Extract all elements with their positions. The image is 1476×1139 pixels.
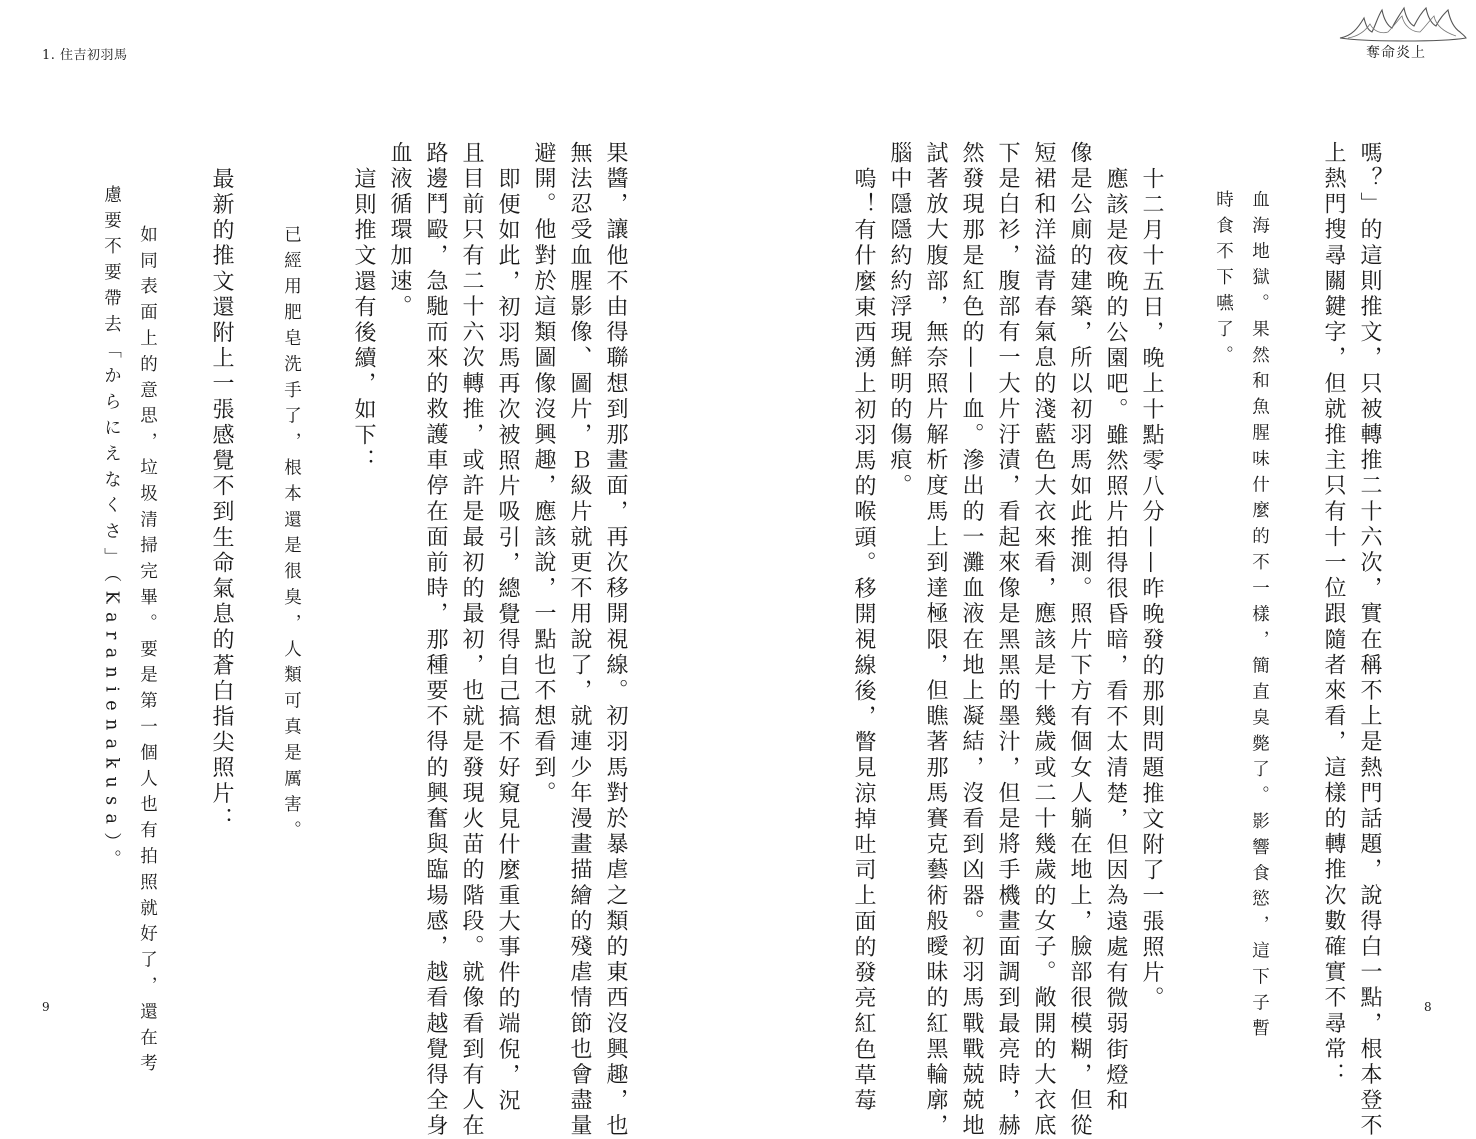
quote-column: 已經用肥皂洗手了，根本還是很臭，人類可真是厲害。 [281,225,302,847]
text-column: 應該是夜晚的公園吧。雖然照片拍得很昏暗，看不太清楚，但因為遠處有微弱街燈和 [1103,167,1128,1115]
text-column: 血液循環加速。 [387,141,412,321]
text-column: 短裙和洋溢青春氣息的淺藍色大衣來看，應該是十幾歲或二十幾歲的女子。敞開的大衣底 [1031,141,1056,1139]
chapter-header: 1. 住吉初羽馬 [42,48,128,63]
text-column: 果醬，讓他不由得聯想到那畫面，再次移開視線。初羽馬對於暴虐之類的東西沒興趣，也 [603,141,628,1139]
text-column: 且目前只有二十六次轉推，或許是最初的最初，也就是發現火苗的階段。就像看到有人在 [459,141,484,1139]
text-column: 避開。他對於這類圖像沒興趣，應該說，一點也不想看到。 [531,141,556,807]
text-column: 十二月十五日，晚上十點零八分——昨晚發的那則問題推文附了一張照片。 [1139,167,1164,1012]
text-column: 即便如此，初羽馬再次被照片吸引，總覺得自己搞不好窺見什麼重大事件的端倪，況 [495,167,520,1115]
page-number: 9 [42,1000,50,1014]
text-column: 下是白衫，腹部有一大片汙漬，看起來像是黑黑的墨汁，但是將手機畫面調到最亮時，赫 [995,141,1020,1139]
quote-column: 慮要不要帶去「からにえなくさ」（Karanienakusa）。 [101,185,122,876]
text-column: 上熱門搜尋關鍵字，但就推主只有十一位跟隨者來看，這樣的轉推次數確實不尋常： [1321,141,1346,1089]
quote-column: 血海地獄。果然和魚腥味什麼的不一樣，簡直臭斃了。影響食慾，這下子暫 [1249,190,1270,1045]
text-column: 路邊鬥毆，急馳而來的救護車停在面前時，那種要不得的興奮與臨場感，越看越覺得全身 [423,141,448,1139]
text-column: 像是公廁的建築，所以初羽馬如此推測。照片下方有個女人躺在地上，臉部很模糊，但從 [1067,141,1092,1139]
right-page [738,0,1476,1139]
text-column: 嗎？」的這則推文，只被轉推二十六次，實在稱不上是熱門話題，說得白一點，根本登不 [1357,141,1382,1139]
page-number: 8 [1424,1000,1432,1014]
text-column: 試著放大腹部，無奈照片解析度馬上到達極限，但瞧著那馬賽克藝術般曖昧的紅黑輪廓， [923,141,948,1139]
flame-icon [1338,6,1468,46]
text-column: 這則推文還有後續，如下： [351,167,376,475]
text-column: 無法忍受血腥影像、圖片，Ｂ級片就更不用說了，就連少年漫畫描繪的殘虐情節也會盡量 [567,141,592,1139]
quote-column: 如同表面上的意思，垃圾清掃完畢。要是第一個人也有拍照就好了，還在考 [137,225,158,1080]
text-column: 腦中隱隱約約浮現鮮明的傷痕。 [887,141,912,500]
quote-column: 時食不下嚥了。 [1213,190,1234,372]
text-column: 然發現那是紅色的——血。滲出的一灘血液在地上凝結，沒看到凶器。初羽馬戰戰兢兢地 [959,141,984,1139]
text-column: 嗚！有什麼東西湧上初羽馬的喉頭。移開視線後，瞥見涼掉吐司上面的發亮紅色草莓 [851,167,876,1115]
book-title-header: 奪命炎上 [1366,45,1426,61]
text-column: 最新的推文還附上一張感覺不到生命氣息的蒼白指尖照片： [209,167,234,833]
